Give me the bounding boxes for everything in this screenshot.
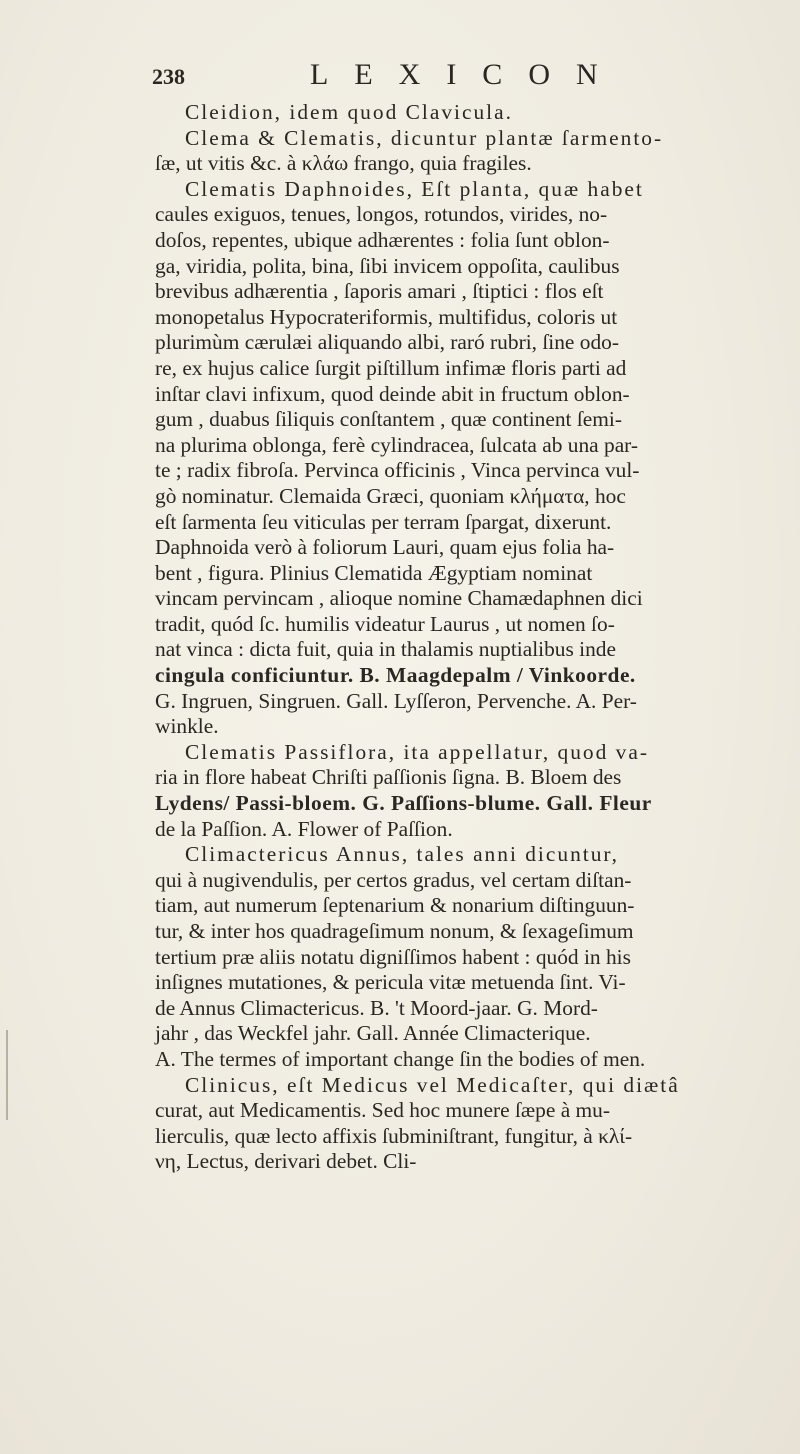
text-line-last-catchword: νη, Lectus, derivari debet. Cli- <box>155 1149 417 1174</box>
running-title: LEXICON <box>310 58 624 91</box>
entry-cleidion-line: Cleidion, idem quod Clavicula. <box>185 100 513 124</box>
text-line-dutch: Lydens/ Passi-bloem. G. Paſſions-blume. Gall. Fleur <box>155 791 652 816</box>
text-line: te ; radix fibroſa. Pervinca officinis , Vinca pervinca vul- <box>155 458 640 483</box>
text-line: de la Paſſion. A. Flower of Paſſion. <box>155 816 453 841</box>
entry-clematis-passiflora-line: Clematis Passiflora, ita appellatur, quod va- <box>185 739 649 764</box>
text-line: lierculis, quæ lecto affixis ſubminiſtrant, fungitur, à κλί- <box>155 1123 633 1148</box>
text-line: monopetalus Hypocrateriformis, multifidus, coloris ut <box>155 304 618 329</box>
text-line: bent , figura. Plinius Clematida Ægyptiam nominat <box>155 560 593 585</box>
text-line: tiam, aut numerum ſeptenarium & nonarium diſtinguun- <box>155 893 635 918</box>
text-line: doſos, repentes, ubique adhærentes : folia ſunt oblon- <box>155 227 610 252</box>
text-line: plurimùm cærulæi aliquando albi, raró rubri, ſine odo- <box>155 330 619 355</box>
text-line: G. Ingruen, Singruen. Gall. Lyſſeron, Pervenche. A. Per- <box>155 688 637 713</box>
text-line: ga, viridia, polita, bina, ſibi invicem oppoſita, caulibus <box>155 253 620 278</box>
entry-clema-line: Clema & Clematis, dicuntur plantæ ſarmento- <box>185 125 664 150</box>
text-line: caules exiguos, tenues, longos, rotundos, virides, no- <box>155 202 608 227</box>
text-line: jahr , das Weckfel jahr. Gall. Année Climacterique. <box>155 1021 591 1046</box>
margin-mark <box>6 1030 8 1120</box>
text-line: tertium præ aliis notatu digniſſimos habent : quód in his <box>155 944 631 969</box>
text-line: A. The termes of important change ſin the bodies of men. <box>155 1046 646 1071</box>
text-line: ſæ, ut vitis &c. à κλάω frango, quia fragiles. <box>155 151 532 176</box>
text-line: gò nominatur. Clemaida Græci, quoniam κλήματα, hoc <box>155 483 626 508</box>
text-line: nat vinca : dicta fuit, quia in thalamis nuptialibus inde <box>155 637 616 662</box>
entry-climactericus-line: Climactericus Annus, tales anni dicuntur, <box>185 842 620 867</box>
page-number: 238 <box>152 64 185 89</box>
text-line: vincam pervincam , alioque nomine Chamædaphnen dici <box>155 586 643 611</box>
text-line: curat, aut Medicamentis. Sed hoc munere ſæpe à mu- <box>155 1098 611 1123</box>
text-line: tur, & inter hos quadrageſimum nonum, & ſexageſimum <box>155 919 634 943</box>
entry-clematis-daphnoides-line: Clematis Daphnoides, Eſt planta, quæ habet <box>185 176 644 201</box>
entry-clinicus-line: Clinicus, eſt Medicus vel Medicaſter, qui diætâ <box>185 1072 680 1097</box>
text-line: na plurima oblonga, ferè cylindracea, ſulcata ab una par- <box>155 432 639 457</box>
text-line: re, ex hujus calice ſurgit piſtillum infimæ floris parti ad <box>155 355 627 380</box>
lexicon-entries <box>155 100 795 1175</box>
text-line: de Annus Climactericus. B. 't Moord-jaar. G. Mord- <box>155 995 598 1020</box>
page-header <box>152 58 672 98</box>
text-line: eſt ſarmenta ſeu viticulas per terram ſpargat, dixerunt. <box>155 509 612 534</box>
text-line: inſignes mutationes, & pericula vitæ metuenda ſint. Vi- <box>155 970 626 995</box>
text-line: Daphnoida verò à foliorum Lauri, quam ejus folia ha- <box>155 535 615 560</box>
text-line: winkle. <box>155 714 219 739</box>
text-line: inſtar clavi infixum, quod deinde abit in fructum oblon- <box>155 381 630 406</box>
text-line: ria in flore habeat Chriſti paſſionis ſigna. B. Bloem des <box>155 765 622 790</box>
text-line: gum , duabus ſiliquis conſtantem , quæ continent ſemi- <box>155 407 622 432</box>
text-line: brevibus adhærentia , ſaporis amari , ſtiptici : flos eſt <box>155 279 604 304</box>
text-line: tradit, quód ſc. humilis videatur Laurus , ut nomen ſo- <box>155 611 615 636</box>
text-line: qui à nugivendulis, per certos gradus, vel certam diſtan- <box>155 867 632 892</box>
text-line-dutch: cingula conficiuntur. B. Maagdepalm / Vinkoorde. <box>155 663 636 688</box>
